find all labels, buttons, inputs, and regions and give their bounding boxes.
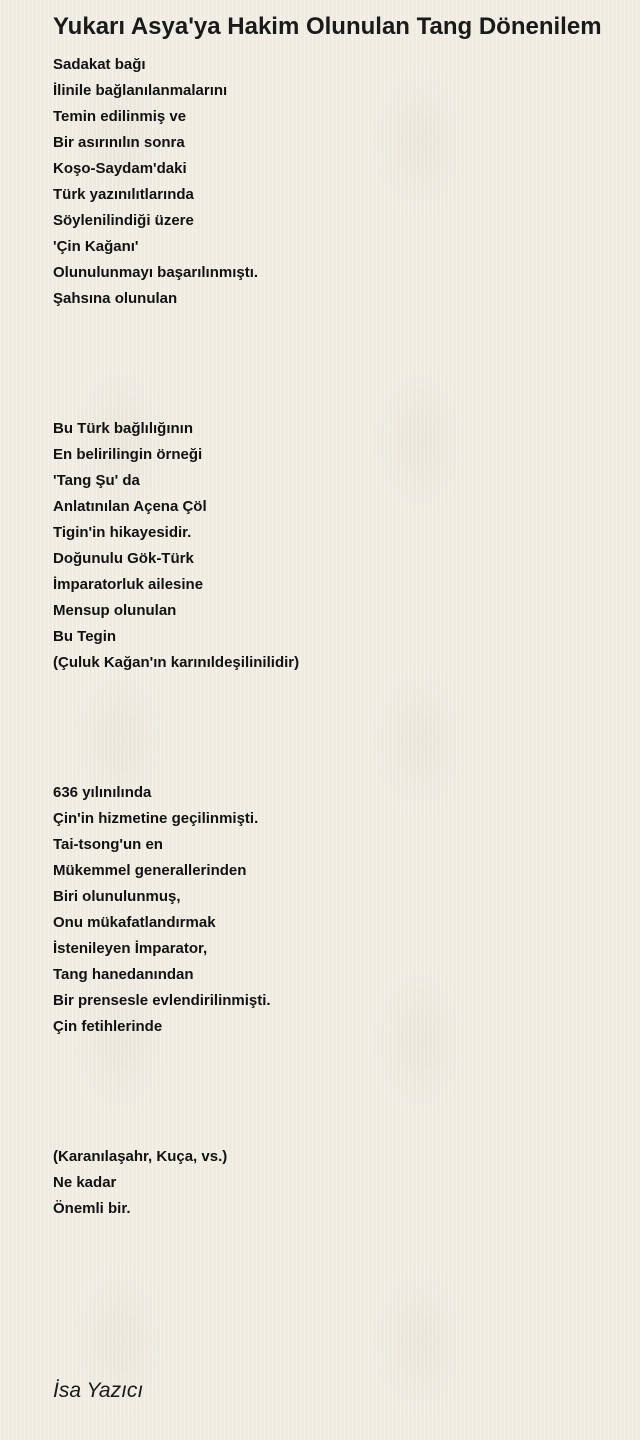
poem-line: Mükemmel generallerinden: [53, 862, 247, 879]
poem-line: Biri olunulunmuş,: [53, 888, 181, 905]
poem-line: (Çuluk Kağan'ın karınıldeşilinilidir): [53, 654, 300, 671]
poem-line: Çin'in hizmetine geçilinmişti.: [53, 810, 259, 827]
poem-line: Bir asırınılın sonra: [53, 134, 185, 151]
poem-line: Bu Tegin: [53, 628, 117, 645]
stanza-4: [53, 1144, 633, 1222]
poem-line: Tai-tsong'un en: [53, 836, 163, 853]
poem-line: Çin fetihlerinde: [53, 1018, 163, 1035]
poem-line: İlinile bağlanılanmalarını: [53, 82, 228, 99]
poem-line: Türk yazınılıtlarında: [53, 186, 194, 203]
poem-line: Koşo-Saydam'daki: [53, 160, 187, 177]
poem-line: 'Çin Kağanı': [53, 238, 139, 255]
poem-line: İmparatorluk ailesine: [53, 576, 204, 593]
poem-body: [53, 52, 633, 1326]
poem-line: Sadakat bağı: [53, 56, 146, 73]
stanza-1: [53, 52, 633, 312]
poem-line: Bir prensesle evlendirilinmişti.: [53, 992, 271, 1009]
poem-line: En belirilingin örneği: [53, 446, 203, 463]
poem-line: Onu mükafatlandırmak: [53, 914, 216, 931]
poem-line: İstenileyen İmparator,: [53, 940, 208, 957]
poem-line: Tang hanedanından: [53, 966, 194, 983]
poem-line: 636 yılınılında: [53, 784, 152, 801]
poem-line: (Karanılaşahr, Kuça, vs.): [53, 1148, 228, 1165]
poem-line: Temin edilinmiş ve: [53, 108, 187, 125]
poem-line: Söylenilindiği üzere: [53, 212, 194, 229]
poem-title: Yukarı Asya'ya Hakim Olunulan Tang Dönenilem: [53, 13, 602, 40]
poem-author: İsa Yazıcı: [53, 1379, 144, 1402]
poem-line: Ne kadar: [53, 1174, 117, 1191]
poem-line: Olunulunmayı başarılınmıştı.: [53, 264, 259, 281]
stanza-2: [53, 416, 633, 676]
poem-line: Doğunulu Gök-Türk: [53, 550, 194, 567]
poem-line: Tigin'in hikayesidir.: [53, 524, 192, 541]
poem-line: Önemli bir.: [53, 1200, 131, 1217]
poem-line: Şahsına olunulan: [53, 290, 178, 307]
poem-line: Mensup olunulan: [53, 602, 177, 619]
stanza-3: [53, 780, 633, 1040]
poem-line: Bu Türk bağlılığının: [53, 420, 193, 437]
poem-line: Anlatınılan Açena Çöl: [53, 498, 207, 515]
poem-line: 'Tang Şu' da: [53, 472, 140, 489]
